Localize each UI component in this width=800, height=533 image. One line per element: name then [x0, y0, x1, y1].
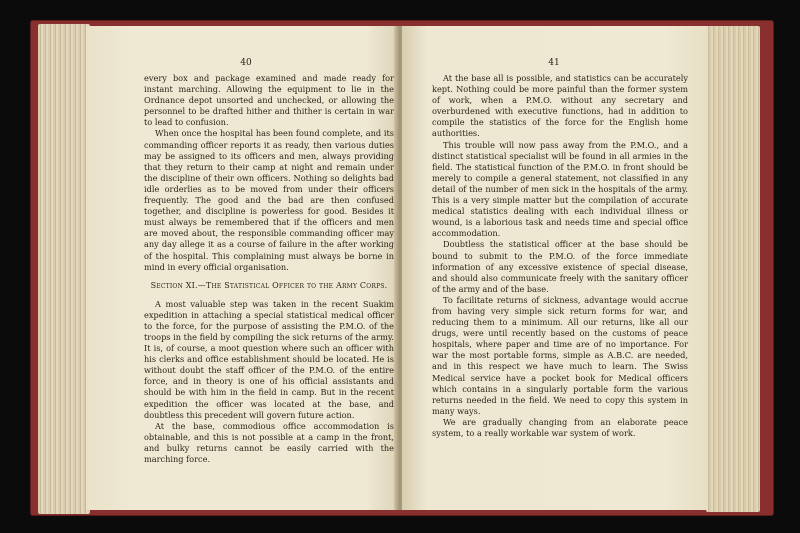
- paragraph: At the base all is possible, and statistics can be accurately kept. Nothing could be more painful than the former system of work, when a P.M.O. without any secretary and overburdened with executive functions, had in addition to compile the statistics of the force for the English home authorities.: [432, 73, 688, 139]
- paragraph: When once the hospital has been found complete, and its commanding officer reports it as ready, then various duties may be assigned to its officers and men, always providing that they return to their camp at night and remain under the discipline of their own officers. Nothing so delights bad idle orderlies as to be moved from under their officers frequently. The good and the bad are then confused together, and discipline is powerless for good. Besides it must always be remembered that if the officers and men are moved about, the responsible commanding officer may any day allege it as a course of failure in the after working of the hospital. This complaining must always be borne in mind in every official organisation.: [144, 128, 394, 272]
- paragraph: To facilitate returns of sickness, advantage would accrue from having very simple sick return forms for war, and reducing them to a minimum. All our returns, like all our drugs, were until recently based on the customs of peace hospitals, where paper and time are of no importance. For war the most portable forms, simple as A.B.C. are needed, and in this respect we have much to learn. The Swiss Medical service have a pocket book for Medical officers which contains in a singularly portable form the various returns needed in the field. We need to copy this system in many ways.: [432, 294, 688, 416]
- right-page-text: [432, 73, 688, 439]
- right-page: [402, 26, 708, 510]
- left-page: [86, 26, 398, 510]
- left-page-text: [144, 73, 394, 465]
- section-heading: Section XI.—The Statistical Officer to the Army Corps.: [150, 280, 388, 290]
- paragraph: every box and package examined and made ready for instant marching. Allowing the equipment to lie in the Ordnance depot unsorted and unchecked, or allowing the personnel to be drafted hither and thither is certain in war to lead to confusion.: [144, 73, 394, 128]
- paragraph: At the base, commodious office accommodation is obtainable, and this is not possible at a camp in the front, and bulky returns cannot be easily carried with the marching force.: [144, 420, 394, 464]
- page-edges-left: [38, 24, 90, 514]
- paragraph: This trouble will now pass away from the P.M.O., and a distinct statistical specialist will be found in all armies in the field. The statistical function of the P.M.O. in front should be merely to compile a general statement, not classified in any detail of the number of men sick in the hospitals of the army. This is a very simple matter but the compilation of accurate medical statistics dealing with each individual illness or wound, is a laborious task and needs time and special office accommodation.: [432, 139, 688, 239]
- paragraph: A most valuable step was taken in the recent Suakim expedition in attaching a special statistical medical officer to the force, for the purpose of assisting the P.M.O. of the troops in the field by compiling the sick returns of the army. It is, of course, a moot question where such an officer with his clerks and office establishment should be located. He is without doubt the staff officer of the P.M.O. of the entire force, and in theory is one of his official assistants and should be with him in the field in camp. But in the recent expedition the officer was located at the base, and doubtless this precedent will govern future action.: [144, 298, 394, 420]
- page-number-left: 40: [240, 58, 252, 68]
- page-number-right: 41: [548, 58, 560, 68]
- paragraph: We are gradually changing from an elaborate peace system, to a really workable war system of work.: [432, 416, 688, 438]
- page-edges-right: [706, 26, 760, 512]
- paragraph: Doubtless the statistical officer at the base should be bound to submit to the P.M.O. of the force immediate information of any excessive existence of special disease, and should also communicate freely with the sanitary officer of the army and of the base.: [432, 239, 688, 294]
